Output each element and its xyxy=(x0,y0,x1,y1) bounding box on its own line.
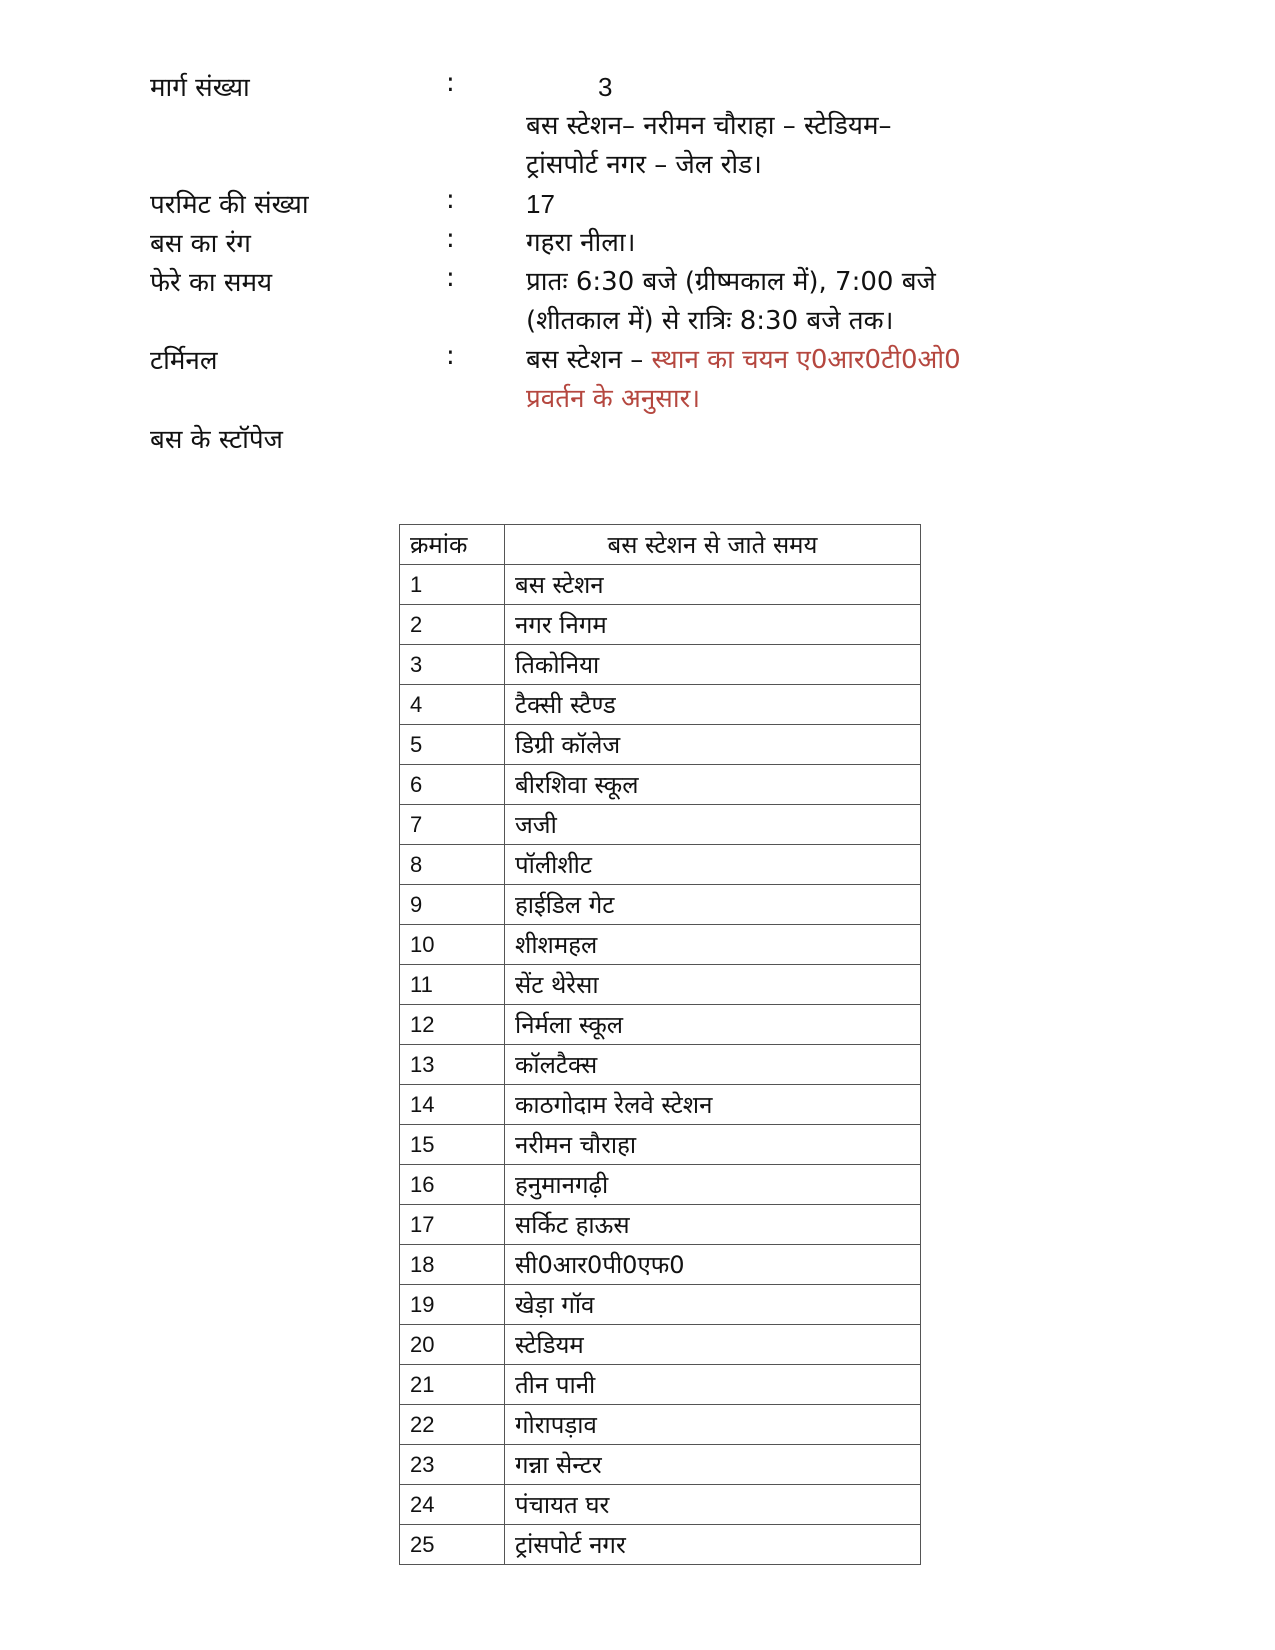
table-row xyxy=(400,885,921,925)
stop-name: गोरापड़ाव xyxy=(505,1405,921,1445)
stop-serial: 5 xyxy=(400,725,505,765)
table-row xyxy=(400,1445,921,1485)
stop-serial: 20 xyxy=(400,1325,505,1365)
stop-name: टैक्सी स्टैण्ड xyxy=(505,685,921,725)
route-value xyxy=(526,68,1150,185)
table-row xyxy=(400,1245,921,1285)
table-row xyxy=(400,845,921,885)
stop-name: नरीमन चौराहा xyxy=(505,1125,921,1165)
colon: : xyxy=(446,68,455,98)
table-row xyxy=(400,965,921,1005)
route-path-line2: ट्रांसपोर्ट नगर – जेल रोड। xyxy=(526,150,762,180)
bus-color-row xyxy=(150,224,1150,263)
terminal-value-note-line2: प्रवर्तन के अनुसार। xyxy=(526,384,701,414)
stops-table xyxy=(399,524,921,1565)
stop-name: सर्किट हाऊस xyxy=(505,1205,921,1245)
table-row xyxy=(400,765,921,805)
stop-name: तिकोनिया xyxy=(505,645,921,685)
terminal-value-main: बस स्टेशन – xyxy=(526,345,652,375)
colon: : xyxy=(446,341,455,371)
stop-serial: 6 xyxy=(400,765,505,805)
table-header-row xyxy=(400,525,921,565)
table-row xyxy=(400,1005,921,1045)
stop-name: खेड़ा गॉव xyxy=(505,1285,921,1325)
stop-name: नगर निगम xyxy=(505,605,921,645)
stop-serial: 19 xyxy=(400,1285,505,1325)
header-serial: क्रमांक xyxy=(400,525,505,565)
stop-serial: 8 xyxy=(400,845,505,885)
table-row xyxy=(400,1125,921,1165)
stop-name: सेंट थेरेसा xyxy=(505,965,921,1005)
stop-serial: 14 xyxy=(400,1085,505,1125)
stop-name: बीरशिवा स्कूल xyxy=(505,765,921,805)
stop-serial: 25 xyxy=(400,1525,505,1565)
bus-color-value: गहरा नीला। xyxy=(526,228,636,258)
stop-name: काठगोदाम रेलवे स्टेशन xyxy=(505,1085,921,1125)
table-row xyxy=(400,1165,921,1205)
stop-serial: 4 xyxy=(400,685,505,725)
table-row xyxy=(400,725,921,765)
stop-serial: 11 xyxy=(400,965,505,1005)
colon: : xyxy=(446,263,455,293)
header-stop-name: बस स्टेशन से जाते समय xyxy=(505,525,921,565)
stop-name: हाईडिल गेट xyxy=(505,885,921,925)
stop-name: जजी xyxy=(505,805,921,845)
stop-serial: 3 xyxy=(400,645,505,685)
stop-serial: 13 xyxy=(400,1045,505,1085)
table-row xyxy=(400,1525,921,1565)
bus-color-label: बस का रंग xyxy=(150,229,251,259)
colon: : xyxy=(446,224,455,254)
stop-name: शीशमहल xyxy=(505,925,921,965)
timing-value xyxy=(526,263,1150,341)
stops-table-body xyxy=(400,565,921,1565)
timing-label: फेरे का समय xyxy=(150,268,273,298)
table-row xyxy=(400,1205,921,1245)
stop-serial: 24 xyxy=(400,1485,505,1525)
stop-serial: 10 xyxy=(400,925,505,965)
stop-serial: 23 xyxy=(400,1445,505,1485)
stop-serial: 16 xyxy=(400,1165,505,1205)
stop-serial: 1 xyxy=(400,565,505,605)
terminal-row xyxy=(150,341,1150,419)
table-row xyxy=(400,1045,921,1085)
stop-name: पंचायत घर xyxy=(505,1485,921,1525)
route-path-line1: बस स्टेशन– नरीमन चौराहा – स्टेडियम– xyxy=(526,111,892,141)
table-row xyxy=(400,685,921,725)
timing-row xyxy=(150,263,1150,341)
table-row xyxy=(400,1325,921,1365)
table-row xyxy=(400,565,921,605)
terminal-label: टर्मिनल xyxy=(150,346,218,376)
stop-serial: 9 xyxy=(400,885,505,925)
table-row xyxy=(400,1285,921,1325)
permits-value: 17 xyxy=(526,189,555,219)
colon: : xyxy=(446,185,455,215)
table-row xyxy=(400,805,921,845)
permits-row xyxy=(150,185,1150,224)
stop-name: कॉलटैक्स xyxy=(505,1045,921,1085)
stop-name: सी0आर0पी0एफ0 xyxy=(505,1245,921,1285)
permits-label: परमिट की संख्या xyxy=(150,190,309,220)
table-row xyxy=(400,1085,921,1125)
stops-heading: बस के स्टॉपेज xyxy=(150,425,283,455)
stop-serial: 2 xyxy=(400,605,505,645)
stop-name: स्टेडियम xyxy=(505,1325,921,1365)
table-row xyxy=(400,1405,921,1445)
route-label: मार्ग संख्या xyxy=(150,73,250,103)
route-number: 3 xyxy=(598,72,613,102)
table-row xyxy=(400,645,921,685)
stop-name: डिग्री कॉलेज xyxy=(505,725,921,765)
terminal-value xyxy=(526,341,1150,419)
stop-serial: 12 xyxy=(400,1005,505,1045)
table-row xyxy=(400,605,921,645)
stop-name: निर्मला स्कूल xyxy=(505,1005,921,1045)
stop-serial: 7 xyxy=(400,805,505,845)
stop-name: गन्ना सेन्टर xyxy=(505,1445,921,1485)
table-row xyxy=(400,1365,921,1405)
table-row xyxy=(400,1485,921,1525)
table-row xyxy=(400,925,921,965)
stop-serial: 22 xyxy=(400,1405,505,1445)
stop-name: पॉलीशीट xyxy=(505,845,921,885)
stop-serial: 15 xyxy=(400,1125,505,1165)
route-row xyxy=(150,68,1150,185)
stop-name: हनुमानगढ़ी xyxy=(505,1165,921,1205)
stop-serial: 18 xyxy=(400,1245,505,1285)
timing-line2: (शीतकाल में) से रात्रिः 8:30 बजे तक। xyxy=(526,306,894,336)
stop-name: बस स्टेशन xyxy=(505,565,921,605)
stop-name: तीन पानी xyxy=(505,1365,921,1405)
stop-name: ट्रांसपोर्ट नगर xyxy=(505,1525,921,1565)
stop-serial: 21 xyxy=(400,1365,505,1405)
route-info xyxy=(150,68,1150,419)
stop-serial: 17 xyxy=(400,1205,505,1245)
timing-line1: प्रातः 6:30 बजे (ग्रीष्मकाल में), 7:00 बजे xyxy=(526,267,936,297)
terminal-value-note: स्थान का चयन ए0आर0टी0ओ0 xyxy=(651,345,961,375)
